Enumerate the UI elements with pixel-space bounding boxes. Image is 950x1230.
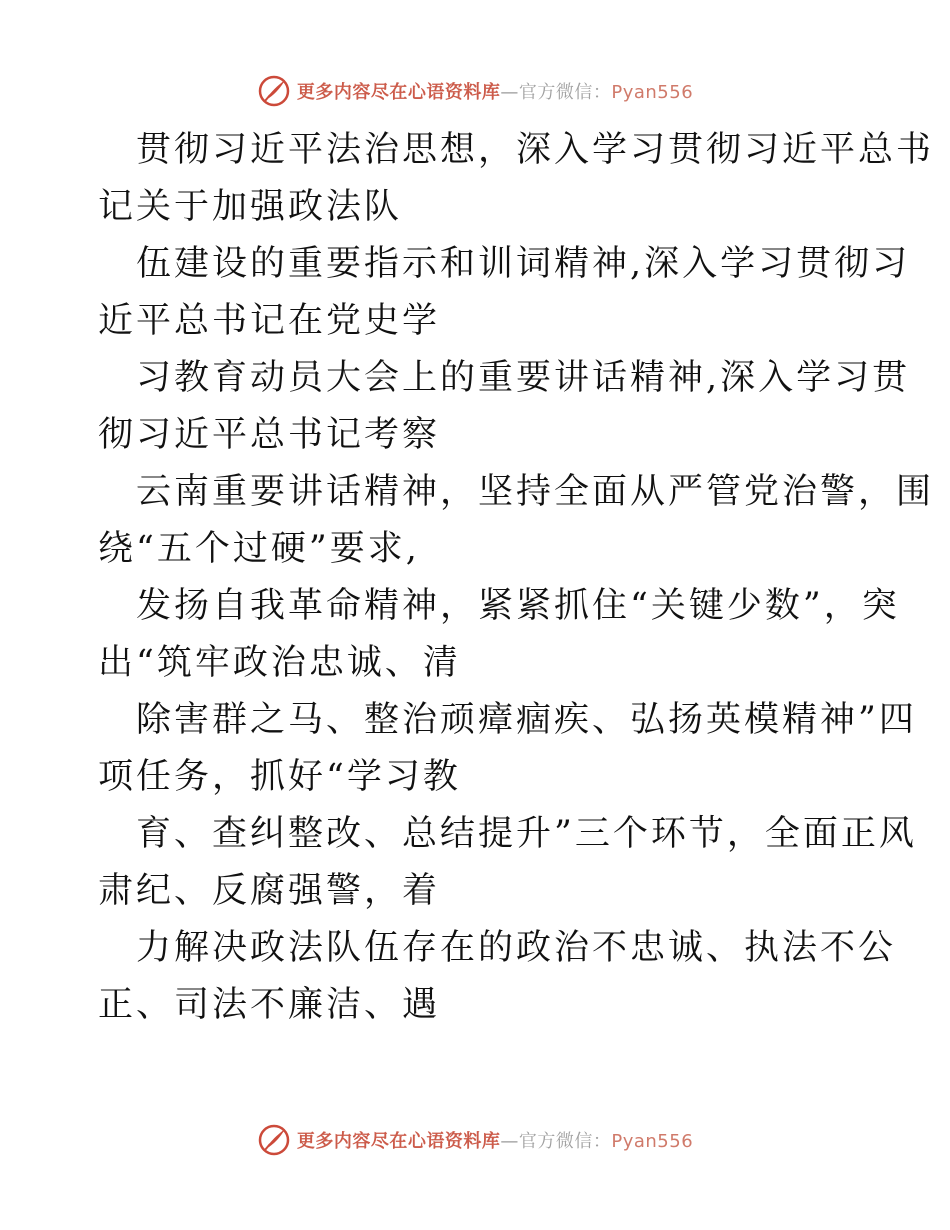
- footer-watermark: [0, 1120, 950, 1160]
- watermark-lead: 更多内容尽在心语资料库: [296, 82, 501, 103]
- watermark-id: Pyan556: [611, 82, 694, 103]
- paragraph-line: 发扬自我革命精神，紧紧抓住“关键少数”，突: [136, 586, 900, 626]
- paragraph-line: 记关于加强政法队: [98, 187, 403, 227]
- quill-circle-icon: [257, 74, 291, 108]
- watermark-dash: —: [500, 1131, 519, 1152]
- paragraph: [98, 806, 917, 920]
- paragraph: [98, 236, 911, 350]
- paragraph-line: 贯彻习近平法治思想，深入学习贯彻习近平总书: [136, 130, 935, 170]
- watermark-dash: —: [500, 82, 519, 103]
- watermark-id: Pyan556: [611, 1131, 694, 1152]
- paragraph-line: 育、查纠整改、总结提升”三个环节，全面正风: [136, 814, 917, 854]
- paragraph-line: 绕“五个过硬”要求,: [98, 529, 420, 569]
- watermark-text: [297, 78, 693, 104]
- paragraph: [98, 920, 897, 1034]
- paragraph-line: 习教育动员大会上的重要讲话精神,深入学习贯: [136, 358, 911, 398]
- paragraph-line: 项任务，抓好“学习教: [98, 757, 461, 797]
- document-body: [98, 122, 935, 1034]
- paragraph-line: 近平总书记在党史学: [98, 301, 441, 341]
- paragraph: [98, 464, 935, 578]
- watermark-tail: 官方微信：: [518, 82, 612, 103]
- header-watermark: [0, 71, 950, 111]
- paragraph: [98, 578, 900, 692]
- paragraph: [98, 122, 935, 236]
- paragraph-line: 云南重要讲话精神，坚持全面从严管党治警，围: [136, 472, 935, 512]
- paragraph-line: 力解决政法队伍存在的政治不忠诚、执法不公: [136, 928, 897, 968]
- paragraph-line: 除害群之马、整治顽瘴痼疾、弘扬英模精神”四: [136, 700, 917, 740]
- watermark-lead: 更多内容尽在心语资料库: [296, 1131, 501, 1152]
- paragraph: [98, 350, 911, 464]
- quill-circle-icon: [257, 1123, 291, 1157]
- paragraph-line: 彻习近平总书记考察: [98, 415, 441, 455]
- watermark-tail: 官方微信：: [518, 1131, 612, 1152]
- paragraph-line: 出“筑牢政治忠诚、清: [98, 643, 461, 683]
- paragraph-line: 正、司法不廉洁、遇: [98, 985, 441, 1025]
- paragraph-line: 肃纪、反腐强警，着: [98, 871, 441, 911]
- watermark-text: [297, 1127, 693, 1153]
- paragraph-line: 伍建设的重要指示和训词精神,深入学习贯彻习: [136, 244, 911, 284]
- paragraph: [98, 692, 917, 806]
